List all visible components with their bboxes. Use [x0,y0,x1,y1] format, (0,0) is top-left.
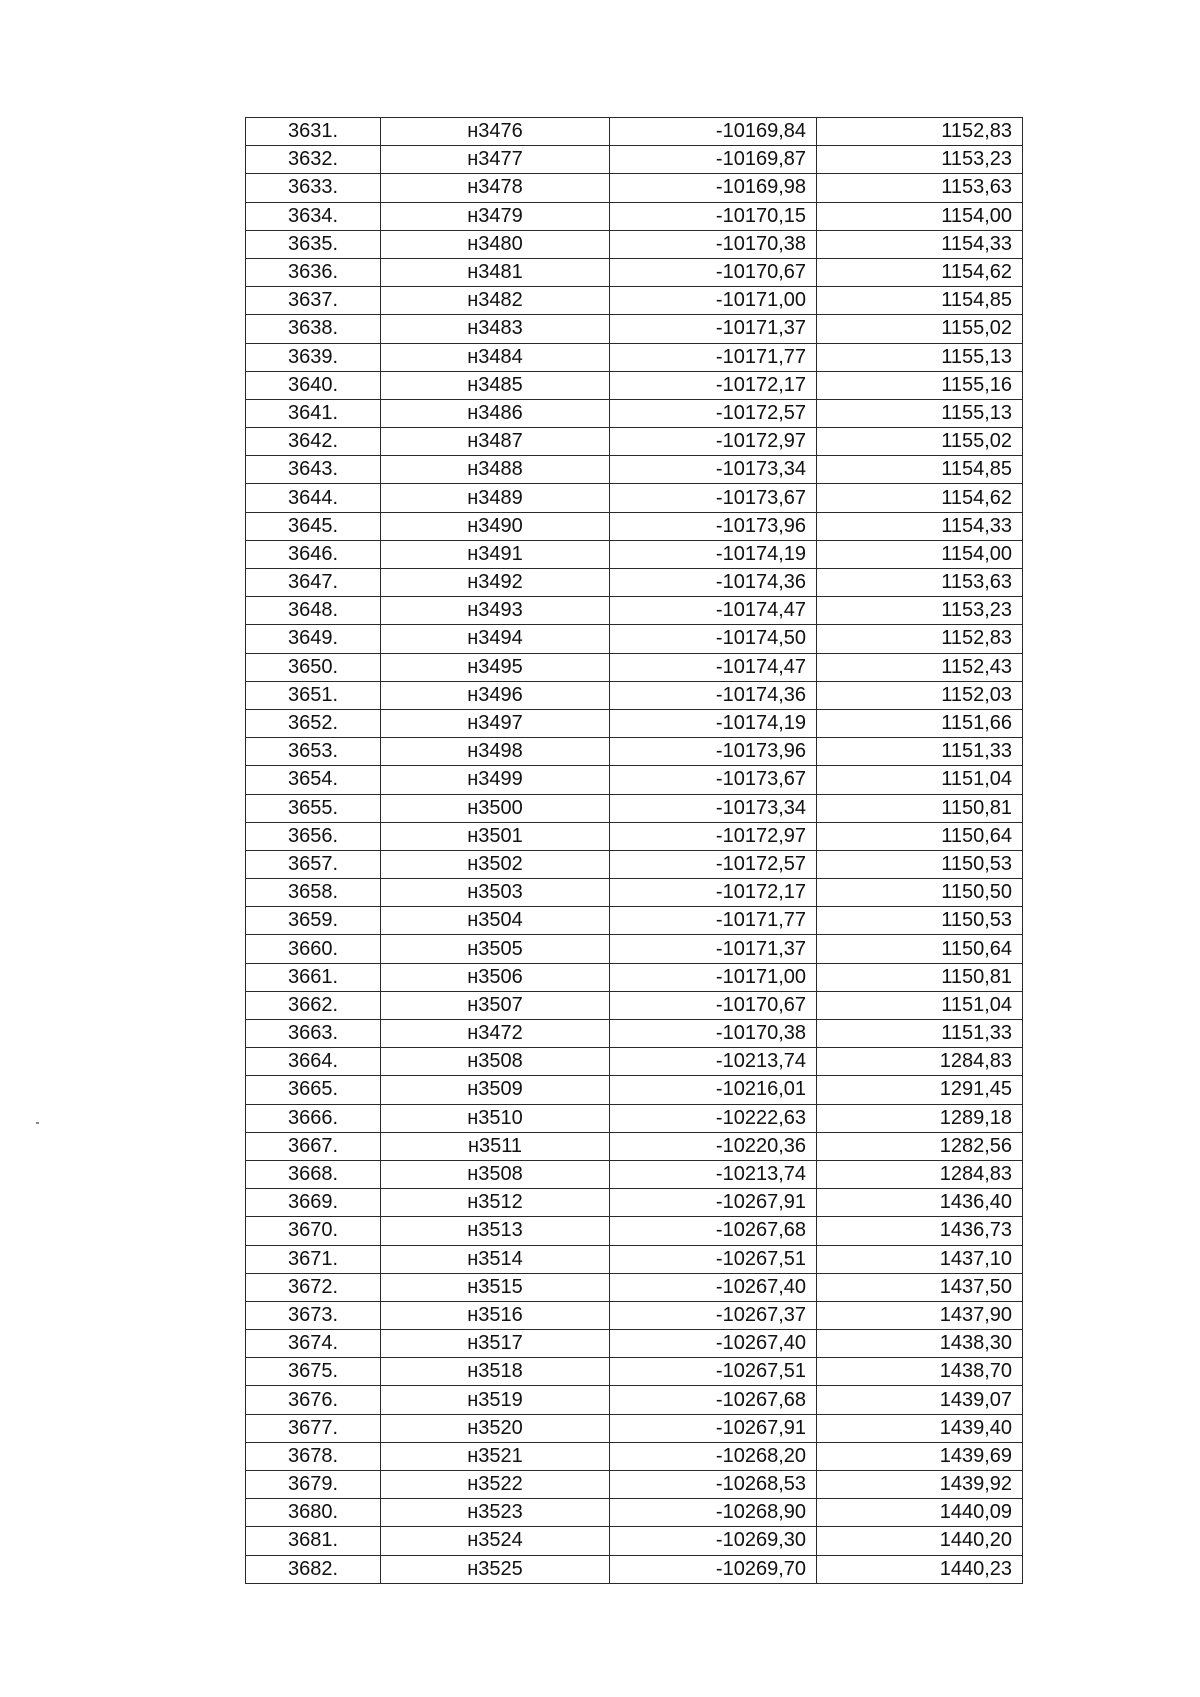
y-coordinate-cell: 1152,83 [817,118,1023,146]
x-coordinate-cell: -10173,34 [610,456,817,484]
row-number-cell: 3669. [246,1189,381,1217]
point-name-cell: н3499 [381,766,610,794]
y-coordinate-cell: 1151,04 [817,766,1023,794]
point-name-cell: н3494 [381,625,610,653]
row-number-cell: 3657. [246,850,381,878]
x-coordinate-cell: -10268,53 [610,1471,817,1499]
table-row [246,1048,1023,1076]
x-coordinate-cell: -10171,77 [610,907,817,935]
row-number-cell: 3644. [246,484,381,512]
x-coordinate-cell: -10269,70 [610,1555,817,1583]
row-number-cell: 3675. [246,1358,381,1386]
y-coordinate-cell: 1150,81 [817,963,1023,991]
y-coordinate-cell: 1289,18 [817,1104,1023,1132]
x-coordinate-cell: -10267,40 [610,1273,817,1301]
y-coordinate-cell: 1151,66 [817,709,1023,737]
row-number-cell: 3647. [246,569,381,597]
row-number-cell: 3671. [246,1245,381,1273]
y-coordinate-cell: 1154,00 [817,202,1023,230]
x-coordinate-cell: -10169,87 [610,146,817,174]
y-coordinate-cell: 1152,43 [817,653,1023,681]
point-name-cell: н3507 [381,991,610,1019]
table-row [246,1245,1023,1273]
table-row [246,287,1023,315]
x-coordinate-cell: -10213,74 [610,1160,817,1188]
y-coordinate-cell: 1151,33 [817,738,1023,766]
point-name-cell: н3500 [381,794,610,822]
table-row [246,1020,1023,1048]
scan-speck [36,1122,39,1124]
x-coordinate-cell: -10172,97 [610,428,817,456]
point-name-cell: н3486 [381,399,610,427]
x-coordinate-cell: -10267,40 [610,1330,817,1358]
row-number-cell: 3642. [246,428,381,456]
row-number-cell: 3663. [246,1020,381,1048]
row-number-cell: 3670. [246,1217,381,1245]
x-coordinate-cell: -10216,01 [610,1076,817,1104]
x-coordinate-cell: -10173,34 [610,794,817,822]
table-row [246,850,1023,878]
x-coordinate-cell: -10171,37 [610,935,817,963]
row-number-cell: 3680. [246,1499,381,1527]
x-coordinate-cell: -10174,19 [610,540,817,568]
y-coordinate-cell: 1155,13 [817,343,1023,371]
row-number-cell: 3653. [246,738,381,766]
point-name-cell: н3472 [381,1020,610,1048]
row-number-cell: 3665. [246,1076,381,1104]
y-coordinate-cell: 1153,23 [817,146,1023,174]
x-coordinate-cell: -10171,00 [610,287,817,315]
y-coordinate-cell: 1155,02 [817,315,1023,343]
table-row [246,540,1023,568]
x-coordinate-cell: -10172,17 [610,371,817,399]
x-coordinate-cell: -10213,74 [610,1048,817,1076]
x-coordinate-cell: -10169,98 [610,174,817,202]
x-coordinate-cell: -10268,90 [610,1499,817,1527]
table-row [246,794,1023,822]
y-coordinate-cell: 1150,50 [817,879,1023,907]
point-name-cell: н3503 [381,879,610,907]
x-coordinate-cell: -10173,67 [610,766,817,794]
y-coordinate-cell: 1154,62 [817,258,1023,286]
table-row [246,1471,1023,1499]
y-coordinate-cell: 1154,00 [817,540,1023,568]
y-coordinate-cell: 1154,33 [817,512,1023,540]
table-row [246,371,1023,399]
y-coordinate-cell: 1152,03 [817,681,1023,709]
point-name-cell: н3509 [381,1076,610,1104]
row-number-cell: 3664. [246,1048,381,1076]
point-name-cell: н3496 [381,681,610,709]
point-name-cell: н3518 [381,1358,610,1386]
row-number-cell: 3667. [246,1132,381,1160]
x-coordinate-cell: -10174,36 [610,681,817,709]
y-coordinate-cell: 1151,04 [817,991,1023,1019]
coordinates-table-body [246,118,1023,1584]
row-number-cell: 3674. [246,1330,381,1358]
point-name-cell: н3501 [381,822,610,850]
y-coordinate-cell: 1291,45 [817,1076,1023,1104]
x-coordinate-cell: -10170,67 [610,258,817,286]
row-number-cell: 3658. [246,879,381,907]
y-coordinate-cell: 1440,20 [817,1527,1023,1555]
x-coordinate-cell: -10267,91 [610,1189,817,1217]
x-coordinate-cell: -10173,67 [610,484,817,512]
row-number-cell: 3681. [246,1527,381,1555]
table-row [246,202,1023,230]
x-coordinate-cell: -10171,00 [610,963,817,991]
row-number-cell: 3682. [246,1555,381,1583]
row-number-cell: 3634. [246,202,381,230]
point-name-cell: н3502 [381,850,610,878]
table-row [246,766,1023,794]
row-number-cell: 3659. [246,907,381,935]
table-row [246,709,1023,737]
x-coordinate-cell: -10171,37 [610,315,817,343]
x-coordinate-cell: -10174,47 [610,653,817,681]
point-name-cell: н3480 [381,230,610,258]
row-number-cell: 3646. [246,540,381,568]
y-coordinate-cell: 1437,10 [817,1245,1023,1273]
point-name-cell: н3489 [381,484,610,512]
x-coordinate-cell: -10220,36 [610,1132,817,1160]
point-name-cell: н3481 [381,258,610,286]
x-coordinate-cell: -10174,47 [610,597,817,625]
table-row [246,1104,1023,1132]
table-row [246,822,1023,850]
x-coordinate-cell: -10172,57 [610,399,817,427]
point-name-cell: н3511 [381,1132,610,1160]
y-coordinate-cell: 1154,85 [817,287,1023,315]
table-row [246,399,1023,427]
table-row [246,456,1023,484]
y-coordinate-cell: 1439,40 [817,1414,1023,1442]
point-name-cell: н3523 [381,1499,610,1527]
y-coordinate-cell: 1438,30 [817,1330,1023,1358]
point-name-cell: н3490 [381,512,610,540]
table-row [246,1414,1023,1442]
y-coordinate-cell: 1436,40 [817,1189,1023,1217]
x-coordinate-cell: -10222,63 [610,1104,817,1132]
point-name-cell: н3515 [381,1273,610,1301]
y-coordinate-cell: 1282,56 [817,1132,1023,1160]
point-name-cell: н3484 [381,343,610,371]
row-number-cell: 3661. [246,963,381,991]
x-coordinate-cell: -10174,19 [610,709,817,737]
table-row [246,935,1023,963]
point-name-cell: н3498 [381,738,610,766]
row-number-cell: 3631. [246,118,381,146]
table-row [246,963,1023,991]
table-row [246,1160,1023,1188]
table-row [246,1076,1023,1104]
row-number-cell: 3655. [246,794,381,822]
table-row [246,230,1023,258]
y-coordinate-cell: 1436,73 [817,1217,1023,1245]
point-name-cell: н3482 [381,287,610,315]
table-row [246,991,1023,1019]
y-coordinate-cell: 1150,64 [817,822,1023,850]
point-name-cell: н3483 [381,315,610,343]
row-number-cell: 3652. [246,709,381,737]
y-coordinate-cell: 1439,07 [817,1386,1023,1414]
row-number-cell: 3641. [246,399,381,427]
y-coordinate-cell: 1150,81 [817,794,1023,822]
table-row [246,738,1023,766]
table-row [246,1273,1023,1301]
row-number-cell: 3654. [246,766,381,794]
coordinates-table [245,117,1023,1584]
table-row [246,146,1023,174]
point-name-cell: н3493 [381,597,610,625]
point-name-cell: н3520 [381,1414,610,1442]
row-number-cell: 3673. [246,1301,381,1329]
table-row [246,653,1023,681]
y-coordinate-cell: 1284,83 [817,1048,1023,1076]
x-coordinate-cell: -10170,15 [610,202,817,230]
point-name-cell: н3488 [381,456,610,484]
x-coordinate-cell: -10172,57 [610,850,817,878]
row-number-cell: 3666. [246,1104,381,1132]
y-coordinate-cell: 1152,83 [817,625,1023,653]
point-name-cell: н3504 [381,907,610,935]
y-coordinate-cell: 1154,33 [817,230,1023,258]
y-coordinate-cell: 1150,53 [817,907,1023,935]
table-row [246,1555,1023,1583]
point-name-cell: н3506 [381,963,610,991]
x-coordinate-cell: -10172,97 [610,822,817,850]
row-number-cell: 3656. [246,822,381,850]
table-row [246,1189,1023,1217]
x-coordinate-cell: -10169,84 [610,118,817,146]
row-number-cell: 3643. [246,456,381,484]
x-coordinate-cell: -10267,37 [610,1301,817,1329]
point-name-cell: н3478 [381,174,610,202]
y-coordinate-cell: 1153,63 [817,569,1023,597]
y-coordinate-cell: 1155,16 [817,371,1023,399]
table-row [246,597,1023,625]
x-coordinate-cell: -10170,38 [610,1020,817,1048]
y-coordinate-cell: 1150,64 [817,935,1023,963]
point-name-cell: н3521 [381,1442,610,1470]
x-coordinate-cell: -10267,91 [610,1414,817,1442]
row-number-cell: 3635. [246,230,381,258]
y-coordinate-cell: 1440,09 [817,1499,1023,1527]
row-number-cell: 3660. [246,935,381,963]
row-number-cell: 3649. [246,625,381,653]
table-row [246,1527,1023,1555]
row-number-cell: 3676. [246,1386,381,1414]
row-number-cell: 3636. [246,258,381,286]
row-number-cell: 3651. [246,681,381,709]
row-number-cell: 3638. [246,315,381,343]
table-row [246,428,1023,456]
table-row [246,681,1023,709]
table-row [246,1358,1023,1386]
row-number-cell: 3678. [246,1442,381,1470]
point-name-cell: н3516 [381,1301,610,1329]
point-name-cell: н3491 [381,540,610,568]
point-name-cell: н3476 [381,118,610,146]
y-coordinate-cell: 1153,23 [817,597,1023,625]
table-row [246,343,1023,371]
y-coordinate-cell: 1437,50 [817,1273,1023,1301]
row-number-cell: 3633. [246,174,381,202]
table-row [246,258,1023,286]
table-row [246,484,1023,512]
x-coordinate-cell: -10173,96 [610,738,817,766]
table-row [246,569,1023,597]
row-number-cell: 3645. [246,512,381,540]
x-coordinate-cell: -10267,68 [610,1217,817,1245]
point-name-cell: н3519 [381,1386,610,1414]
table-row [246,315,1023,343]
x-coordinate-cell: -10269,30 [610,1527,817,1555]
x-coordinate-cell: -10170,38 [610,230,817,258]
point-name-cell: н3492 [381,569,610,597]
table-row [246,1386,1023,1414]
y-coordinate-cell: 1154,85 [817,456,1023,484]
x-coordinate-cell: -10267,68 [610,1386,817,1414]
table-row [246,512,1023,540]
row-number-cell: 3679. [246,1471,381,1499]
table-row [246,118,1023,146]
point-name-cell: н3485 [381,371,610,399]
point-name-cell: н3477 [381,146,610,174]
row-number-cell: 3648. [246,597,381,625]
point-name-cell: н3479 [381,202,610,230]
y-coordinate-cell: 1155,13 [817,399,1023,427]
point-name-cell: н3513 [381,1217,610,1245]
x-coordinate-cell: -10267,51 [610,1358,817,1386]
point-name-cell: н3525 [381,1555,610,1583]
point-name-cell: н3524 [381,1527,610,1555]
table-row [246,1217,1023,1245]
table-row [246,1301,1023,1329]
x-coordinate-cell: -10172,17 [610,879,817,907]
y-coordinate-cell: 1439,69 [817,1442,1023,1470]
y-coordinate-cell: 1284,83 [817,1160,1023,1188]
table-row [246,1132,1023,1160]
x-coordinate-cell: -10174,50 [610,625,817,653]
x-coordinate-cell: -10171,77 [610,343,817,371]
x-coordinate-cell: -10268,20 [610,1442,817,1470]
row-number-cell: 3632. [246,146,381,174]
point-name-cell: н3517 [381,1330,610,1358]
table-row [246,174,1023,202]
point-name-cell: н3505 [381,935,610,963]
x-coordinate-cell: -10174,36 [610,569,817,597]
y-coordinate-cell: 1438,70 [817,1358,1023,1386]
point-name-cell: н3512 [381,1189,610,1217]
table-row [246,1442,1023,1470]
point-name-cell: н3497 [381,709,610,737]
row-number-cell: 3639. [246,343,381,371]
row-number-cell: 3677. [246,1414,381,1442]
row-number-cell: 3672. [246,1273,381,1301]
x-coordinate-cell: -10170,67 [610,991,817,1019]
point-name-cell: н3495 [381,653,610,681]
y-coordinate-cell: 1151,33 [817,1020,1023,1048]
point-name-cell: н3514 [381,1245,610,1273]
y-coordinate-cell: 1155,02 [817,428,1023,456]
table-row [246,907,1023,935]
table-row [246,625,1023,653]
point-name-cell: н3522 [381,1471,610,1499]
y-coordinate-cell: 1440,23 [817,1555,1023,1583]
row-number-cell: 3637. [246,287,381,315]
y-coordinate-cell: 1154,62 [817,484,1023,512]
table-row [246,879,1023,907]
table-row [246,1499,1023,1527]
row-number-cell: 3650. [246,653,381,681]
y-coordinate-cell: 1437,90 [817,1301,1023,1329]
table-row [246,1330,1023,1358]
x-coordinate-cell: -10267,51 [610,1245,817,1273]
y-coordinate-cell: 1153,63 [817,174,1023,202]
point-name-cell: н3510 [381,1104,610,1132]
x-coordinate-cell: -10173,96 [610,512,817,540]
row-number-cell: 3662. [246,991,381,1019]
y-coordinate-cell: 1439,92 [817,1471,1023,1499]
point-name-cell: н3508 [381,1160,610,1188]
point-name-cell: н3508 [381,1048,610,1076]
point-name-cell: н3487 [381,428,610,456]
y-coordinate-cell: 1150,53 [817,850,1023,878]
row-number-cell: 3640. [246,371,381,399]
row-number-cell: 3668. [246,1160,381,1188]
